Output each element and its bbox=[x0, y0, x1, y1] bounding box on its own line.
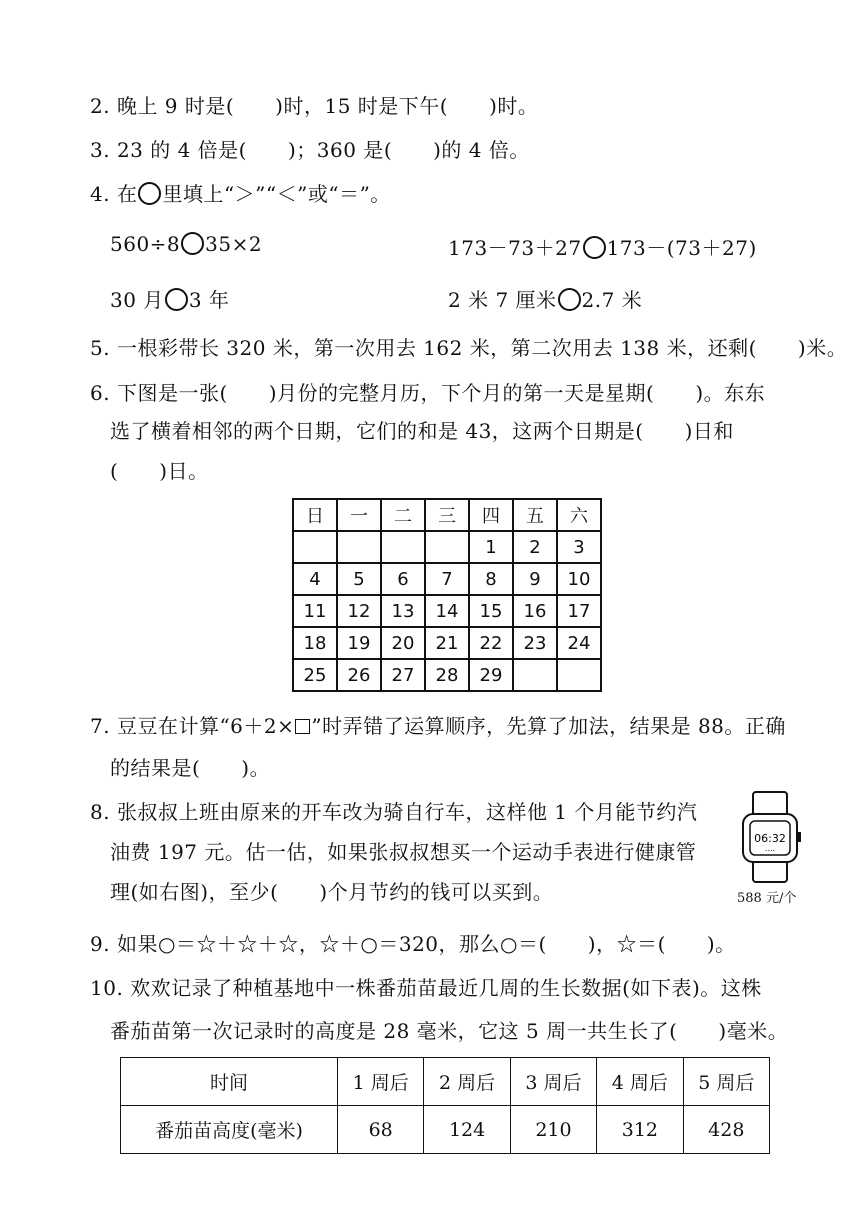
calendar-cell bbox=[293, 531, 337, 563]
calendar-cell: 7 bbox=[425, 563, 469, 595]
calendar-cell: 17 bbox=[557, 595, 601, 627]
calendar-cell: 22 bbox=[469, 627, 513, 659]
growth-header: 5 周后 bbox=[683, 1058, 769, 1106]
question-8-line-1: 8. 张叔叔上班由原来的开车改为骑自行车，这样他 1 个月能节约汽 bbox=[90, 800, 698, 824]
calendar-header: 四 bbox=[469, 499, 513, 531]
expr-right: 35×2 bbox=[205, 232, 263, 256]
growth-header-row bbox=[121, 1058, 770, 1106]
calendar-cell: 29 bbox=[469, 659, 513, 691]
calendar-row bbox=[293, 563, 601, 595]
calendar-cell: 24 bbox=[557, 627, 601, 659]
question-7-line-2: 的结果是( )。 bbox=[110, 756, 271, 780]
calendar-header: 一 bbox=[337, 499, 381, 531]
question-6-line-1: 6. 下图是一张( )月份的完整月历，下个月的第一天是星期( )。东东 bbox=[90, 381, 766, 405]
calendar-row bbox=[293, 595, 601, 627]
watch-dots: .... bbox=[764, 844, 776, 853]
q4-prefix: 4. 在 bbox=[90, 182, 138, 206]
question-5: 5. 一根彩带长 320 米，第一次用去 162 米，第二次用去 138 米，还剩( )米。 bbox=[90, 336, 848, 360]
expr-left: 560÷8 bbox=[110, 232, 181, 256]
calendar-cell: 25 bbox=[293, 659, 337, 691]
growth-row-label: 番茄苗高度(毫米) bbox=[121, 1106, 338, 1154]
calendar-cell bbox=[557, 659, 601, 691]
calendar-cell: 9 bbox=[513, 563, 557, 595]
calendar-cell bbox=[337, 531, 381, 563]
growth-value: 68 bbox=[338, 1106, 424, 1154]
question-3: 3. 23 的 4 倍是( )；360 是( )的 4 倍。 bbox=[90, 138, 530, 162]
growth-header: 2 周后 bbox=[424, 1058, 510, 1106]
calendar-cell: 10 bbox=[557, 563, 601, 595]
compare-expr-2 bbox=[448, 232, 757, 261]
q7-text-b: ”时弄错了运算顺序，先算了加法，结果是 88。正确 bbox=[311, 714, 786, 738]
calendar-cell bbox=[513, 659, 557, 691]
calendar-cell bbox=[425, 531, 469, 563]
calendar-cell: 13 bbox=[381, 595, 425, 627]
question-7-line-1 bbox=[90, 710, 786, 739]
calendar-header: 二 bbox=[381, 499, 425, 531]
question-8-line-3: 理(如右图)，至少( )个月节约的钱可以买到。 bbox=[110, 880, 554, 904]
growth-header: 4 周后 bbox=[597, 1058, 683, 1106]
calendar-row bbox=[293, 627, 601, 659]
expr-right: 173－(73＋27) bbox=[606, 236, 757, 260]
calendar-cell: 14 bbox=[425, 595, 469, 627]
calendar-header-row bbox=[293, 499, 601, 531]
square-blank-icon bbox=[295, 719, 310, 734]
compare-circle[interactable] bbox=[181, 232, 204, 255]
growth-data-row bbox=[121, 1106, 770, 1154]
compare-expr-3 bbox=[110, 284, 229, 313]
question-4 bbox=[90, 178, 391, 207]
question-10-line-1: 10. 欢欢记录了种植基地中一株番茄苗最近几周的生长数据(如下表)。这株 bbox=[90, 976, 762, 1000]
calendar-cell: 4 bbox=[293, 563, 337, 595]
compare-circle[interactable] bbox=[583, 236, 606, 259]
compare-expr-4 bbox=[448, 284, 642, 313]
calendar-row bbox=[293, 659, 601, 691]
watch-price: 588 元/个 bbox=[737, 891, 797, 906]
calendar-cell: 23 bbox=[513, 627, 557, 659]
growth-header: 时间 bbox=[121, 1058, 338, 1106]
calendar-cell: 1 bbox=[469, 531, 513, 563]
calendar-cell: 15 bbox=[469, 595, 513, 627]
calendar-cell: 21 bbox=[425, 627, 469, 659]
growth-value: 428 bbox=[683, 1106, 769, 1154]
question-9: 9. 如果○＝☆＋☆＋☆，☆＋○＝320，那么○＝( )，☆＝( )。 bbox=[90, 932, 736, 956]
calendar-cell: 8 bbox=[469, 563, 513, 595]
calendar-header: 日 bbox=[293, 499, 337, 531]
question-6-line-2: 选了横着相邻的两个日期，它们的和是 43，这两个日期是( )日和 bbox=[110, 419, 734, 443]
question-2: 2. 晚上 9 时是( )时，15 时是下午( )时。 bbox=[90, 94, 539, 118]
growth-header: 1 周后 bbox=[338, 1058, 424, 1106]
calendar-cell: 11 bbox=[293, 595, 337, 627]
compare-circle[interactable] bbox=[558, 288, 581, 311]
calendar-cell: 18 bbox=[293, 627, 337, 659]
calendar-table bbox=[292, 498, 602, 692]
calendar-cell: 5 bbox=[337, 563, 381, 595]
circle-blank-icon bbox=[138, 182, 161, 205]
expr-left: 30 月 bbox=[110, 288, 164, 312]
watch-time: 06:32 bbox=[754, 832, 786, 845]
growth-value: 124 bbox=[424, 1106, 510, 1154]
expr-left: 173－73＋27 bbox=[448, 236, 582, 260]
growth-table bbox=[120, 1057, 770, 1154]
question-10-line-2: 番茄苗第一次记录时的高度是 28 毫米，它这 5 周一共生长了( )毫米。 bbox=[110, 1019, 789, 1043]
expr-right: 3 年 bbox=[188, 288, 230, 312]
compare-expr-1 bbox=[110, 232, 262, 256]
question-6-line-3: ( )日。 bbox=[110, 459, 209, 483]
calendar-cell: 27 bbox=[381, 659, 425, 691]
expr-left: 2 米 7 厘米 bbox=[448, 288, 557, 312]
growth-header: 3 周后 bbox=[510, 1058, 596, 1106]
compare-circle[interactable] bbox=[165, 288, 188, 311]
calendar-cell: 3 bbox=[557, 531, 601, 563]
calendar-cell: 2 bbox=[513, 531, 557, 563]
growth-value: 210 bbox=[510, 1106, 596, 1154]
expr-right: 2.7 米 bbox=[581, 288, 643, 312]
calendar-cell: 6 bbox=[381, 563, 425, 595]
calendar-cell: 20 bbox=[381, 627, 425, 659]
calendar-cell: 19 bbox=[337, 627, 381, 659]
q4-suffix: 里填上“＞”“＜”或“＝”。 bbox=[162, 182, 391, 206]
question-8-line-2: 油费 197 元。估一估，如果张叔叔想买一个运动手表进行健康管 bbox=[110, 840, 697, 864]
q7-text-a: 7. 豆豆在计算“6＋2× bbox=[90, 714, 295, 738]
calendar-cell: 16 bbox=[513, 595, 557, 627]
calendar-header: 五 bbox=[513, 499, 557, 531]
calendar-header: 三 bbox=[425, 499, 469, 531]
calendar-cell: 12 bbox=[337, 595, 381, 627]
calendar-row bbox=[293, 531, 601, 563]
calendar-cell: 28 bbox=[425, 659, 469, 691]
growth-value: 312 bbox=[597, 1106, 683, 1154]
calendar-cell bbox=[381, 531, 425, 563]
calendar-cell: 26 bbox=[337, 659, 381, 691]
calendar-header: 六 bbox=[557, 499, 601, 531]
